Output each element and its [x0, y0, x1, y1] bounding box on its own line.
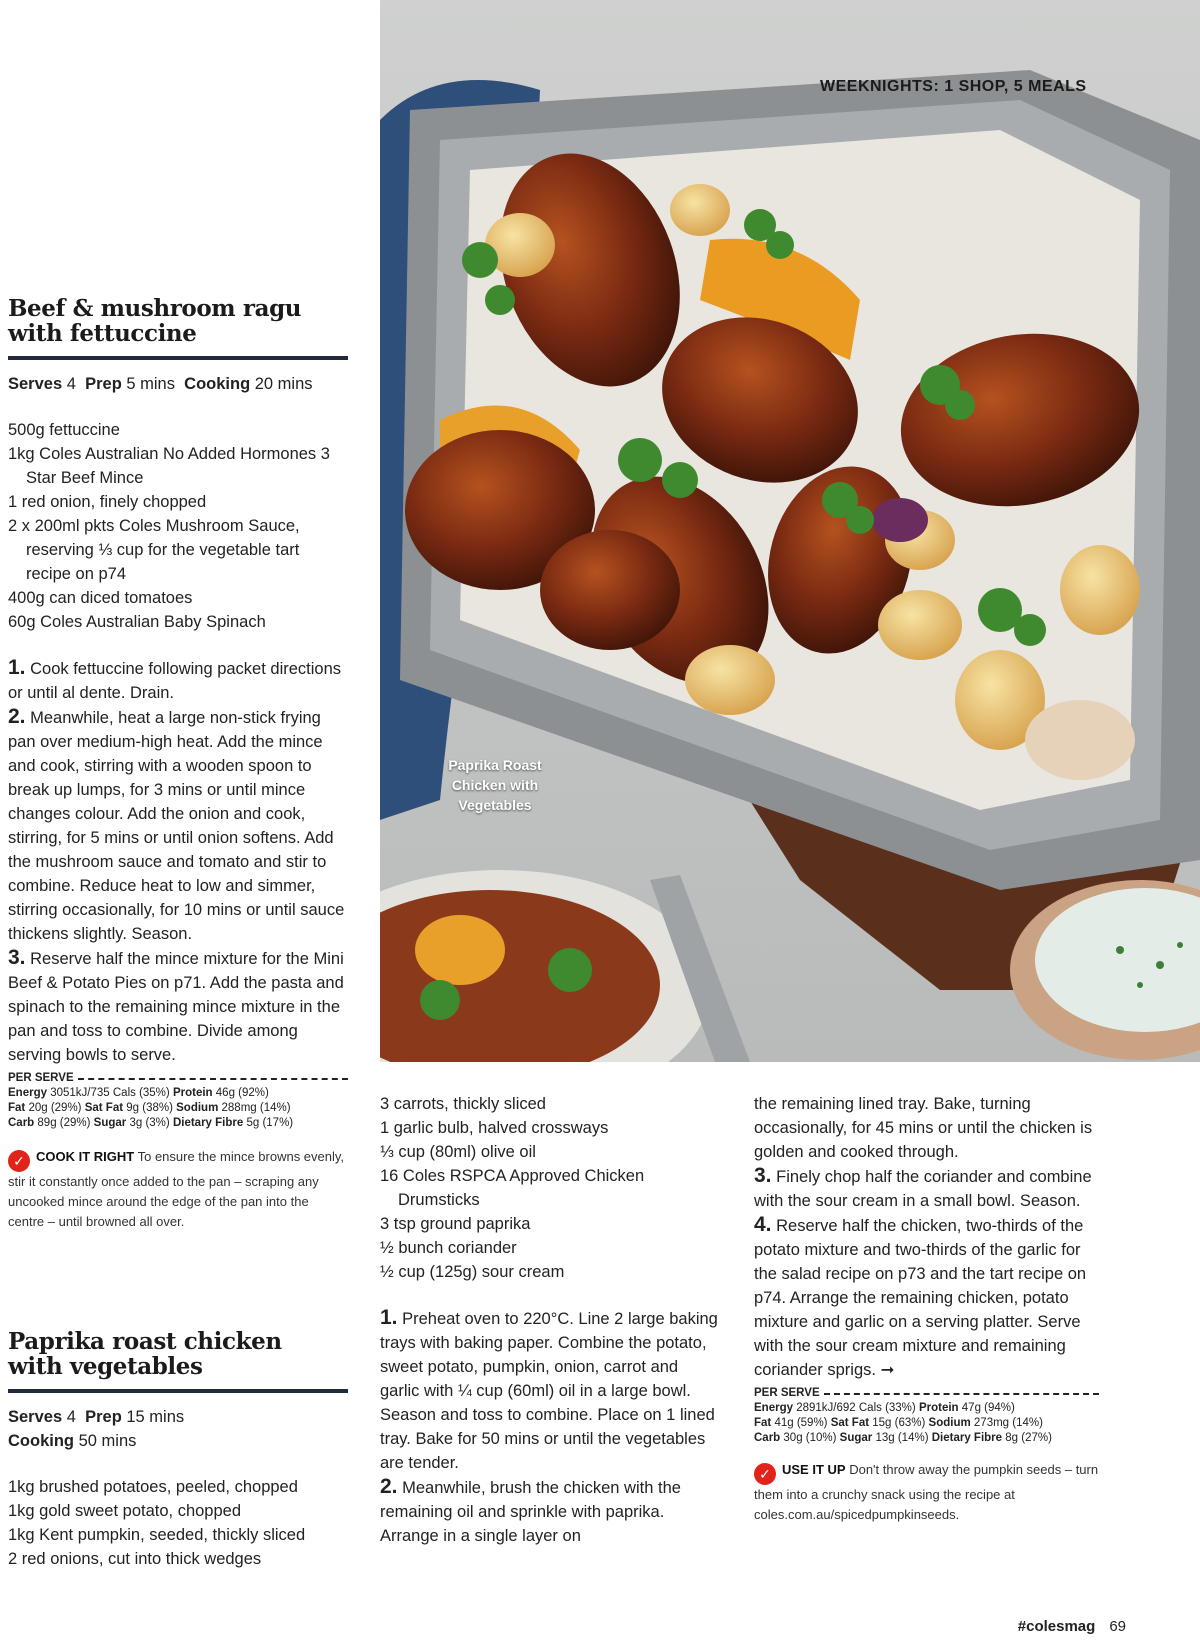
recipe-photo	[380, 0, 1200, 1062]
ingredient-item: 2 red onions, cut into thick wedges	[8, 1550, 262, 1568]
title-rule	[8, 356, 348, 360]
recipe1-nutrition: PER SERVE Energy 3051kJ/735 Cals (35%) Protein 46g (92%) Fat 20g (29%) Sat Fat 9g (38%) Sodium 288mg (14%) Carb 89g (29%) Sugar 3g (3%) Dietary Fibre 5g (17%)	[8, 1071, 348, 1131]
arrow-right-icon: ➞	[880, 1361, 895, 1379]
recipe2-column3	[754, 1092, 1099, 1525]
method-step: 4. Reserve half the chicken, two-thirds of the potato mixture and two-thirds of the garlic for the salad recipe on p73 and the tart recipe on p74. Arrange the remaining chicken, potato mixture and garlic on a serving platter. Serve with the sour cream mixture and remaining coriander sprigs. ➞	[754, 1213, 1087, 1379]
recipe1-title: Beef & mushroom ragu with fettuccine	[8, 295, 302, 347]
page-number: 69	[1109, 1618, 1126, 1635]
method-step: 3. Finely chop half the coriander and combine with the sour cream in a small bowl. Season.	[754, 1164, 1092, 1210]
chef-hat-icon: ✓	[754, 1463, 776, 1485]
method-step: 1. Cook fettuccine following packet directions or until al dente. Drain.	[8, 656, 342, 702]
title-rule	[8, 1389, 348, 1393]
method-step-continued: the remaining lined tray. Bake, turning occasionally, for 45 mins or until the chicken is golden and cooked through.	[754, 1095, 1093, 1161]
ingredient-item: 2 x 200ml pkts Coles Mushroom Sauce, reserving ⅓ cup for the vegetable tart recipe on p74	[8, 517, 300, 583]
method-step: 2. Meanwhile, heat a large non-stick frying pan over medium-high heat. Add the mince and cook, stirring with a wooden spoon to break up lumps, for 3 mins or until mince changes colour. Add the onion and cook, stirring, for 5 mins or until onion softens. Add the mushroom sauce and tomato and stir to combine. Reduce heat to low and simmer, stirring occasionally, for 10 mins or until sauce thickens slightly. Season.	[8, 705, 345, 943]
ingredient-item: 1 red onion, finely chopped	[8, 493, 207, 511]
chef-hat-icon: ✓	[8, 1150, 30, 1172]
section-label: WEEKNIGHTS: 1 SHOP, 5 MEALS	[820, 78, 1087, 95]
recipe1	[8, 296, 348, 1232]
hashtag: #colesmag	[1017, 1618, 1096, 1635]
ingredient-item: 500g fettuccine	[8, 421, 120, 439]
ingredient-item: 1kg Kent pumpkin, seeded, thickly sliced	[8, 1526, 306, 1544]
recipe1-ingredients	[8, 418, 348, 634]
method-step: 1. Preheat oven to 220°C. Line 2 large baking trays with baking paper. Combine the potato, sweet potato, pumpkin, onion, carrot and garlic with ¼ cup (60ml) oil in a large bowl. Season and toss to combine. Place on 1 lined tray. Bake for 50 mins or until the vegetables are tender.	[380, 1306, 718, 1472]
recipe2-nutrition: PER SERVE Energy 2891kJ/692 Cals (33%) Protein 47g (94%) Fat 41g (59%) Sat Fat 15g (63%) Sodium 273mg (14%) Carb 30g (10%) Sugar 13g (14%) Dietary Fibre 8g (27%)	[754, 1386, 1099, 1446]
recipe2-method-a	[380, 1306, 720, 1548]
method-step: 3. Reserve half the mince mixture for the Mini Beef & Potato Pies on p71. Add the pasta and spinach to the remaining mince mixture in the pan and toss to combine. Divide among serving bowls to serve.	[8, 946, 344, 1064]
ingredient-item: 1kg Coles Australian No Added Hormones 3 Star Beef Mince	[8, 445, 330, 487]
recipe2-ingredients-b	[380, 1092, 720, 1284]
ingredient-item: ½ bunch coriander	[380, 1239, 517, 1257]
ingredient-item: 1 garlic bulb, halved crossways	[380, 1119, 609, 1137]
recipe1-tip: ✓ COOK IT RIGHT To ensure the mince browns evenly, stir it constantly once added to the pan – scraping any uncooked mince around the edge of the pan into the centre – until browned all over.	[8, 1149, 345, 1229]
page-folio	[1018, 1618, 1126, 1635]
recipe2-title: Paprika roast chicken with vegetables	[8, 1328, 282, 1380]
method-step: 2. Meanwhile, brush the chicken with the remaining oil and sprinkle with paprika. Arrange in a single layer on	[380, 1475, 681, 1545]
ingredient-item: ½ cup (125g) sour cream	[380, 1263, 565, 1281]
ingredient-item: 1kg gold sweet potato, chopped	[8, 1502, 242, 1520]
recipe2	[8, 1329, 348, 1571]
ingredient-item: 1kg brushed potatoes, peeled, chopped	[8, 1478, 298, 1496]
ingredient-item: ⅓ cup (80ml) olive oil	[380, 1143, 536, 1161]
recipe2-method-b	[754, 1092, 1099, 1382]
ingredient-item: 60g Coles Australian Baby Spinach	[8, 613, 266, 631]
ingredient-item: 3 carrots, thickly sliced	[380, 1095, 546, 1113]
recipe2-meta: Serves 4 Prep 15 mins Cooking 50 mins	[8, 1408, 185, 1450]
recipe2-tip: ✓ USE IT UP Don't throw away the pumpkin seeds – turn them into a crunchy snack using the recipe at coles.com.au/spicedpumpkinseeds.	[754, 1462, 1099, 1522]
ingredient-item: 400g can diced tomatoes	[8, 589, 193, 607]
recipe2-ingredients-a	[8, 1475, 348, 1571]
recipe1-method	[8, 656, 348, 1067]
recipe1-meta: Serves 4 Prep 5 mins Cooking 20 mins	[8, 375, 313, 393]
ingredient-item: 3 tsp ground paprika	[380, 1215, 531, 1233]
recipe2-column2	[380, 1092, 720, 1548]
photo-caption: Paprika Roast Chicken with Vegetables	[448, 757, 542, 813]
ingredient-item: 16 Coles RSPCA Approved Chicken Drumsticks	[380, 1167, 645, 1209]
